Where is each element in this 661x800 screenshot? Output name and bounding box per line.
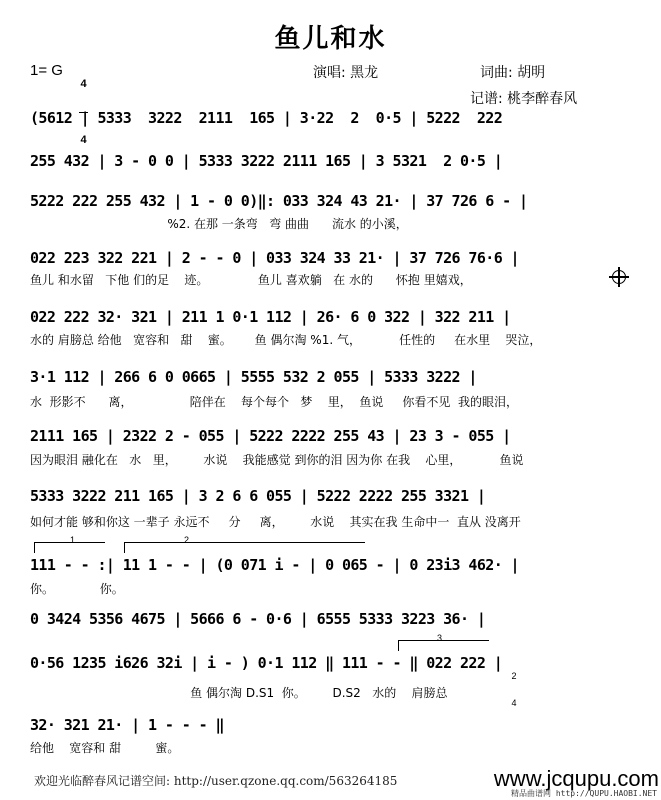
lyric-line: 水的 肩膀总 给他 宽容和 甜 蜜。 鱼 偶尔淘 %1. 气， 任性的 在水里 哭泣，: [30, 333, 542, 347]
time-signature-change: [509, 654, 519, 726]
time-signature: [79, 57, 88, 157]
lyric-line: 你。 你。: [30, 582, 124, 596]
notation-row: 5333 3222 211 165 | 3 2 6 6 055 | 5222 2222 255 3321 |: [30, 487, 486, 505]
composer-credit: 词曲: 胡明: [480, 65, 546, 81]
notation-row: 022 222 32· 321 | 211 1 0·1 112 | 26· 6 0 322 | 322 211 |: [30, 308, 511, 326]
lyric-line: 鱼儿 和水留 下他 们的足 迹。 鱼儿 喜欢躺 在 水的 怀抱 里嬉戏，: [30, 273, 472, 287]
volta-second-ending: [124, 542, 365, 553]
footer-text: 欢迎光临醉春风记谱空间: http://user.qzone.qq.com/563264185: [34, 774, 398, 788]
lyric-line: 给他 宽容和 甜 蜜。: [30, 741, 180, 755]
lyric-line: %2. 在那 一条弯 弯 曲曲 流水 的小溪，: [30, 217, 408, 231]
notation-row: 5222 222 255 432 | 1 - 0 0)‖: 033 324 43 21· | 37 726 6 - |: [30, 192, 528, 210]
time-signature-change-bottom: 4: [511, 698, 517, 708]
notation-row: 0·56 1235 i626 32i | i - ) 0·1 112 ‖ 111 - - ‖ 022 222 |: [30, 654, 503, 672]
watermark: www.jcqupu.com: [493, 766, 659, 791]
transcriber-credit: 记谱: 桃李醉春风: [470, 91, 578, 107]
notation-row: (5612 | 5333 3222 2111 165 | 3·22 2 0·5 | 5222 222: [30, 109, 503, 127]
watermark-small: 精品曲谱网 http://QUPU.HAOBI.NET: [511, 789, 657, 798]
key-signature: 1= G: [30, 62, 63, 79]
notation-row: 2111 165 | 2322 2 - 055 | 5222 2222 255 43 | 23 3 - 055 |: [30, 427, 511, 445]
notation-row: 3·1 112 | 266 6 0 0665 | 5555 532 2 055 | 5333 3222 |: [30, 368, 477, 386]
triplet-bracket: [398, 640, 489, 651]
triplet-label: 3: [437, 633, 443, 643]
time-signature-bottom: 4: [80, 134, 87, 146]
lyric-line: 鱼 偶尔淘 D.S1 你。 D.S2 水的 肩膀总: [30, 686, 448, 700]
notation-row: 111 - - :| 11 1 - - | (0 071 i - | 0 065 - | 0 23i3 462· |: [30, 556, 519, 574]
lyric-line: 水 形影不 离， 陪伴在 每个每个 梦 里， 鱼说 你看不见 我的眼泪，: [30, 395, 519, 409]
lyric-line: 如何才能 够和你这 一辈子 永远不 分 离， 水说 其实在我 生命中一 直从 没离开: [30, 515, 521, 529]
volta-second-label: 2: [184, 535, 190, 545]
time-signature-top: 4: [80, 78, 87, 90]
notation-row: 022 223 322 221 | 2 - - 0 | 033 324 33 21· | 37 726 76·6 |: [30, 249, 519, 267]
singer-credit: 演唱: 黑龙: [313, 65, 379, 81]
notation-row: 255 432 | 3 - 0 0 | 5333 3222 2111 165 | 3 5321 2 0·5 |: [30, 152, 503, 170]
song-title: 鱼儿和水: [274, 24, 387, 54]
volta-first-label: 1: [70, 535, 76, 545]
coda-sign-icon: [612, 270, 626, 284]
notation-row: 0 3424 5356 4675 | 5666 6 - 0·6 | 6555 5333 3223 36· |: [30, 610, 486, 628]
time-signature-change-top: 2: [511, 671, 517, 681]
notation-row: 32· 321 21· | 1 - - - ‖: [30, 716, 224, 734]
lyric-line: 因为眼泪 融化在 水 里， 水说 我能感觉 到你的泪 因为你 在我 心里， 鱼说: [30, 453, 524, 467]
